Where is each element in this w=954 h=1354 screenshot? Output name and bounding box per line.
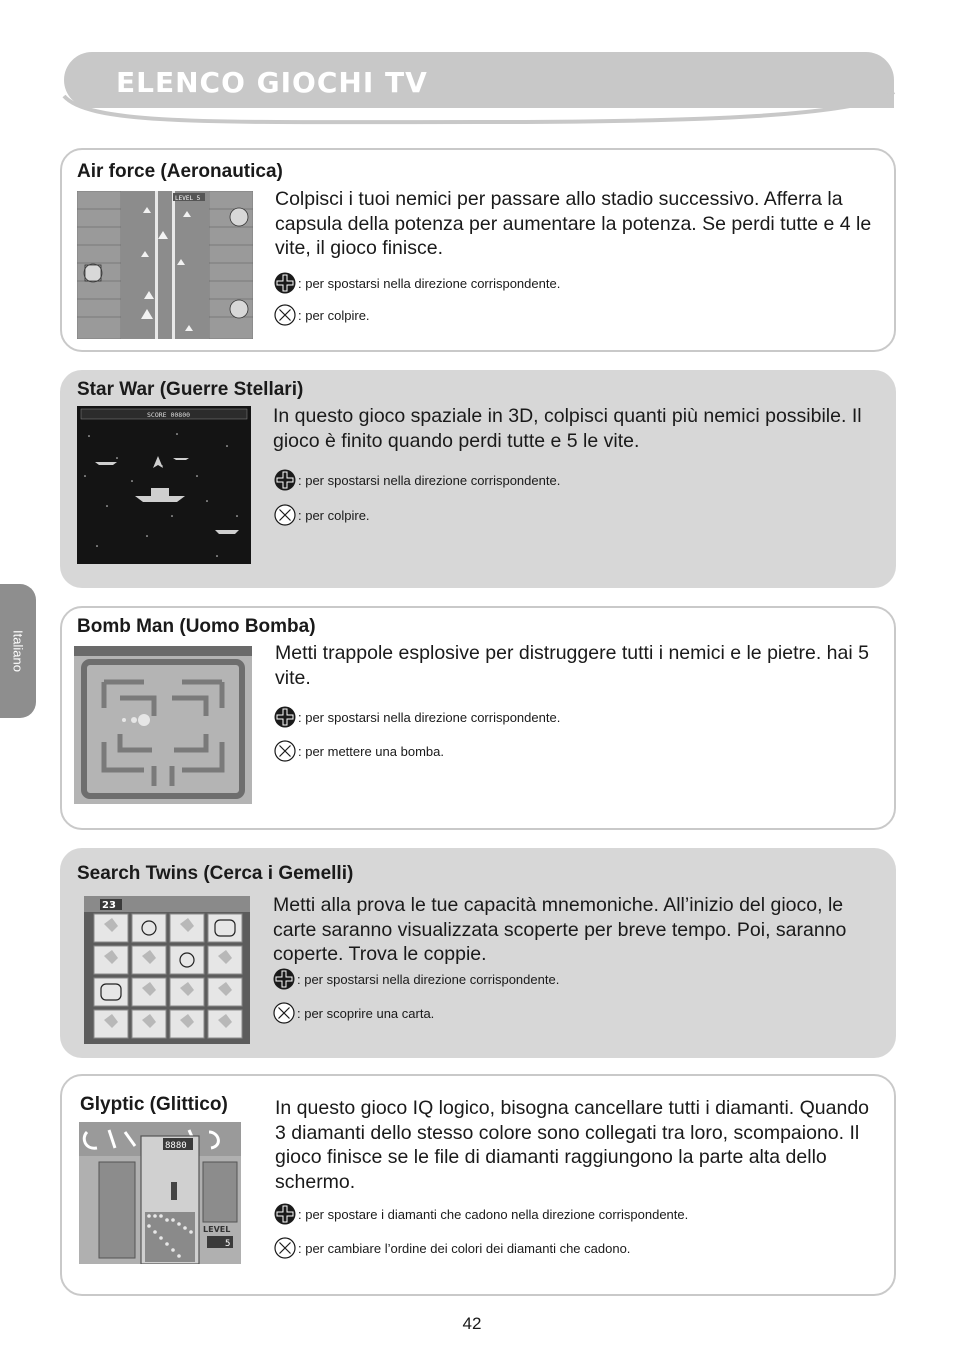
language-tab: [0, 584, 36, 718]
game-card-glyptic: [60, 1074, 896, 1296]
dpad-icon: [273, 968, 295, 990]
x-button-icon: [274, 504, 296, 526]
x-button-icon: [274, 1237, 296, 1259]
glyptic-level-label: LEVEL: [203, 1225, 231, 1234]
dpad-icon: [274, 469, 296, 491]
glyptic-score: 8880: [165, 1141, 187, 1151]
star-war-screenshot: [77, 406, 251, 564]
game-title: Air force (Aeronautica): [77, 161, 283, 182]
language-label: Italiano: [10, 630, 26, 672]
game-description: Metti alla prova le tue capacità mnemoniche. All’inizio del gioco, le carte saranno visualizzata scoperte per breve tempo. Poi, saranno coperte. Trova le coppie.: [273, 894, 847, 966]
game-card-star-war: [60, 370, 896, 588]
star-war-hud: SCORE 00800: [147, 411, 191, 419]
control-row-move: [274, 272, 560, 294]
air-force-screenshot: [77, 191, 253, 339]
control-text: : per scoprire una carta.: [297, 1005, 435, 1021]
control-row-move: [274, 1203, 688, 1225]
game-title: Search Twins (Cerca i Gemelli): [77, 863, 354, 884]
x-button-icon: [273, 1002, 295, 1024]
game-title: Bomb Man (Uomo Bomba): [77, 616, 316, 637]
control-text: : per spostarsi nella direzione corrispondente.: [298, 275, 561, 291]
x-button-icon: [274, 304, 296, 326]
control-text: : per colpire.: [298, 307, 370, 323]
glyptic-screenshot: [79, 1122, 241, 1264]
page-title: ELENCO GIOCHI TV: [116, 66, 428, 99]
game-title: Glyptic (Glittico): [80, 1094, 228, 1115]
control-text: : per spostare i diamanti che cadono nella direzione corrispondente.: [298, 1206, 689, 1222]
glyptic-level-value: 5: [225, 1239, 231, 1249]
control-row-action: [274, 304, 370, 326]
control-text: : per cambiare l’ordine dei colori dei diamanti che cadono.: [298, 1240, 631, 1256]
dpad-icon: [274, 706, 296, 728]
control-text: : per mettere una bomba.: [298, 743, 444, 759]
x-button-icon: [274, 740, 296, 762]
control-text: : per colpire.: [298, 507, 370, 523]
dpad-icon: [274, 1203, 296, 1225]
air-force-hud: LEVEL 5: [175, 195, 201, 202]
control-row-move: [273, 968, 559, 990]
game-title: Star War (Guerre Stellari): [77, 379, 304, 400]
dpad-icon: [274, 272, 296, 294]
game-description: In questo gioco IQ logico, bisogna cancellare tutti i diamanti. Quando 3 diamanti dello stesso colore sono collegati tra loro, scompaiono. Il gioco finisce se le file di diamanti raggiungono la parte alta dello schermo.: [275, 1097, 870, 1193]
game-description: Metti trappole esplosive per distruggere tutti i nemici e le pietre. hai 5 vite.: [275, 642, 869, 689]
page-number: 42: [462, 1314, 482, 1333]
control-text: : per spostarsi nella direzione corrispondente.: [298, 709, 561, 725]
game-card-search-twins: [60, 848, 896, 1058]
control-row-action: [273, 1002, 434, 1024]
game-description: Colpisci i tuoi nemici per passare allo stadio successivo. Afferra la capsula della potenza per aumentare la potenza. Se perdi tutte e 4 le vite, il gioco finisce.: [275, 188, 872, 260]
control-row-action: [274, 504, 370, 526]
search-twins-screenshot: [84, 896, 250, 1044]
control-row-action: [274, 740, 444, 762]
control-row-move: [274, 706, 560, 728]
control-row-move: [274, 469, 560, 491]
control-text: : per spostarsi nella direzione corrispondente.: [298, 472, 561, 488]
control-row-action: [274, 1237, 630, 1259]
game-card-air-force: [60, 148, 896, 352]
bomb-man-screenshot: [74, 646, 252, 804]
control-text: : per spostarsi nella direzione corrispondente.: [297, 971, 560, 987]
game-card-bomb-man: [60, 606, 896, 830]
game-description: In questo gioco spaziale in 3D, colpisci quanti più nemici possibile. Il gioco è finito quando perdi tutte e 5 le vite.: [273, 405, 862, 452]
search-twins-counter: 23: [102, 900, 116, 911]
